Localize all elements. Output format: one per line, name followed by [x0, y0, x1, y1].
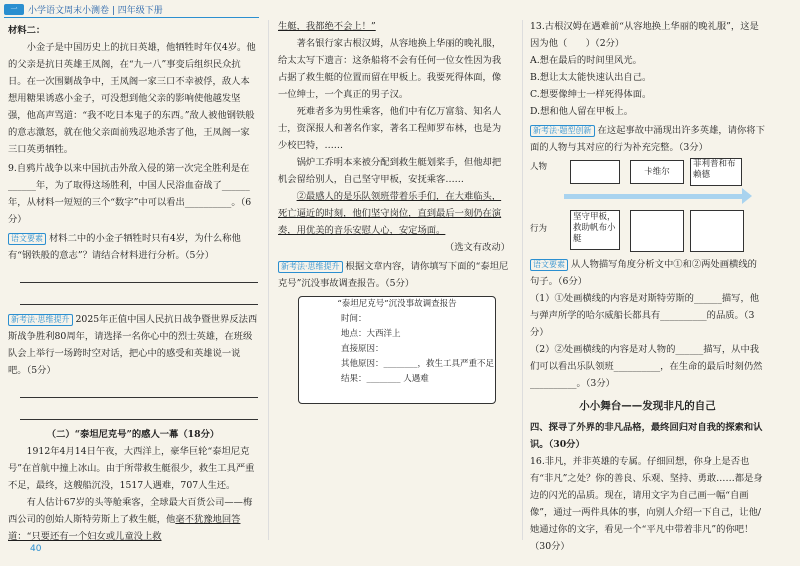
header-rule: [4, 17, 259, 18]
passage-paragraph-4: 死难者多为男性乘客，他们中有亿万富翁、知名人士，资深报人和著名作家，著名工程师罗布林，也是为少校巴特，……: [278, 106, 502, 151]
question-10: [8, 230, 258, 264]
question-12: [278, 258, 510, 292]
question-15: [530, 256, 765, 290]
column-right: [530, 18, 765, 555]
question-11: [8, 311, 258, 379]
question-11-text: 2025年正值中国人民抗日战争暨世界反法西斯战争胜利80周年，请选择一名你心中的烈士英雄，在班级队会上举行一场跨时空对话，把心中的感受和英雄说一说吧。（5分）: [8, 314, 258, 376]
question-10-text: 材料二中的小金子牺牲时只有4岁，为什么称他有“钢铁般的意志”？请结合材料进行分析。（5分）: [8, 233, 241, 261]
answer-line[interactable]: [20, 289, 258, 305]
passage-paragraph-5: 锅炉工乔明本来被分配到救生艇划桨手，但他却把机会留给别人，自己坚守甲板，安抚乘客……: [278, 157, 502, 185]
passage-paragraph-1: 1912年4月14日午夜，大西洋上，豪华巨轮“泰坦尼克号”在首航中撞上冰山。由于所带救生艇很少，救生工具严重不足，最终，这艘船沉没，1517人遇难，707人生还。: [8, 446, 255, 491]
option-a[interactable]: A.想在最后的时间里风光。: [530, 55, 642, 66]
column-divider: [268, 20, 269, 540]
question-13: 13.古根汉姆在遇难前“从容地换上华丽的晚礼服”，这是因为他（ ）（2分）: [530, 21, 759, 49]
option-b[interactable]: B.想让太太能快速认出自己。: [530, 72, 652, 83]
question-12-text: 根据文章内容，请你填写下面的“泰坦尼克号”沉没事故调查报告。（5分）: [278, 261, 509, 289]
person-box-2: 菲利普和布赖德: [690, 158, 742, 186]
report-place: 地点：大西洋上: [341, 329, 401, 339]
question-15-text: 从人物描写角度分析文中①和②两处画横线的句子。（6分）: [530, 259, 757, 287]
answer-line[interactable]: [20, 382, 258, 398]
question-15-part-2: （2）②处画横线的内容是对人物的______描写，从中我们可以看出乐队领班__________，在生命的最后时刻仍然__________。（3分）: [530, 344, 763, 389]
question-9: 9.自鸦片战争以来中国抗击外敌入侵的第一次完全胜利是在______年，为了取得这场胜利，中国人民浴血奋战了______年，从材料一短短的三个“数字”中可以看出__________。（6分）: [8, 163, 252, 225]
section-four-title: 四、探寻了外界的非凡品格，最终回归对自我的探索和认识。（30分）: [530, 422, 763, 450]
action-box-1: 坚守甲板，救助帆布小艇: [570, 210, 620, 250]
question-tag: 语文要素: [530, 259, 568, 271]
passage-paragraph-3: 著名银行家古根汉姆，从容地换上华丽的晚礼服，给太太写下遗言：这条船将不会有任何一位女性因为我占据了救生艇的位置而留在甲板上。我要死得体面，像一位绅士，一个真正的男子汉。: [278, 38, 502, 100]
report-cause[interactable]: 直接原因：: [341, 344, 384, 354]
column-divider: [522, 20, 523, 540]
question-14-text: 在这起事故中涌现出许多英雄，请你将下面的人物与其对应的行为补充完整。（3分）: [530, 125, 765, 153]
report-result[interactable]: 结果：________ 人遇难: [341, 374, 429, 384]
passage-paragraph-6: ②最感人的是乐队领班带着乐手们，在大难临头，死亡逼近的时刻，他们坚守岗位，直到最后一刻仍在演奏，用优美的音乐安慰人心，安定场面。: [278, 191, 502, 236]
action-box-blank[interactable]: [630, 210, 684, 252]
person-box-1: 卡维尔: [630, 160, 684, 184]
answer-line[interactable]: [20, 404, 258, 420]
material-two-title: 材料二：: [8, 25, 46, 36]
option-c[interactable]: C.想要像绅士一样死得体面。: [530, 89, 652, 100]
answer-line[interactable]: [20, 267, 258, 283]
report-title: “泰坦尼克号”沉没事故调查报告: [337, 299, 457, 309]
column-middle: [278, 18, 510, 404]
investigation-report-card: [298, 296, 496, 404]
question-tag: 新考法·思维提升: [8, 314, 73, 326]
header-badge: 一: [4, 4, 24, 15]
question-14: [530, 122, 765, 156]
header-title: 小学语文周末小测卷 | 四年级下册: [28, 6, 163, 16]
section-two-title: （二）“泰坦尼克号”的感人一幕（18分）: [46, 429, 220, 440]
hero-action-diagram: [530, 158, 765, 254]
person-box-blank[interactable]: [570, 160, 620, 184]
passage-paragraph-2: 有人估计67岁的头等舱乘客，全球最大百货公司——梅西公司的创始人斯特劳斯上了救生艇，他毫不犹豫地回答道：“只要还有一个妇女或儿童没上救: [8, 497, 253, 542]
passage-continuation: 生艇，我都绝不会上！”: [278, 21, 376, 32]
label-action: 行为: [530, 224, 548, 234]
stage-section-title: 小小舞台——发现非凡的自己: [579, 400, 716, 412]
material-two-text: 小金子是中国历史上的抗日英雄，他牺牲时年仅4岁。他的父亲是抗日英雄王凤阁，在“九一八”事变后组织民众抗日。在一次围剿战争中，王凤阁一家三口不幸被俘，敌人本想用糖果诱惑小金子，可没想到他父亲的影响使他越发坚强，他高声骂道：“我不吃日本鬼子的东西。”敌人被他钢铁般的意志激怒，就在他父亲面前残忍地杀害了他，王凤阁一家三口英勇牺牲。: [8, 42, 256, 155]
page-header: [0, 0, 800, 20]
page-number: 40: [30, 544, 42, 554]
underlined-sentence-1: 毫不犹豫地回答道：“只要还有一个妇女或儿童没上救: [8, 514, 241, 542]
timeline-arrowhead: [742, 188, 752, 204]
timeline-arrow: [564, 194, 742, 199]
column-left: [8, 22, 258, 545]
question-16: 16.非凡，并非英雄的专属。仔细回想，你身上是否也有“非凡”之处？你的善良、乐观、坚持、勇敢……都是身边的闪光的品质。现在，请用文字为自己画一幅“自画像”，通过一两件具体的事，向别人介绍一下自己，让他/她通过你的文字，看见一个“平凡中带着非凡”的你吧！（30分）: [530, 456, 763, 552]
question-tag: 新考法·思维提升: [278, 261, 343, 273]
source-note: （选文有改动）: [444, 242, 510, 253]
question-15-part-1: （1）①处画横线的内容是对斯特劳斯的______描写，他与弹声所学的哈尔威船长都具有__________的品质。（3分）: [530, 293, 760, 338]
report-time[interactable]: 时间：: [341, 314, 367, 324]
option-d[interactable]: D.想和他人留在甲板上。: [530, 106, 634, 117]
action-box-blank[interactable]: [690, 210, 744, 252]
question-tag: 语文要素: [8, 233, 46, 245]
report-other[interactable]: 其他原因：________，救生工具严重不足: [341, 359, 495, 369]
question-tag: 新考法·题型创新: [530, 125, 595, 137]
label-people: 人物: [530, 162, 548, 172]
